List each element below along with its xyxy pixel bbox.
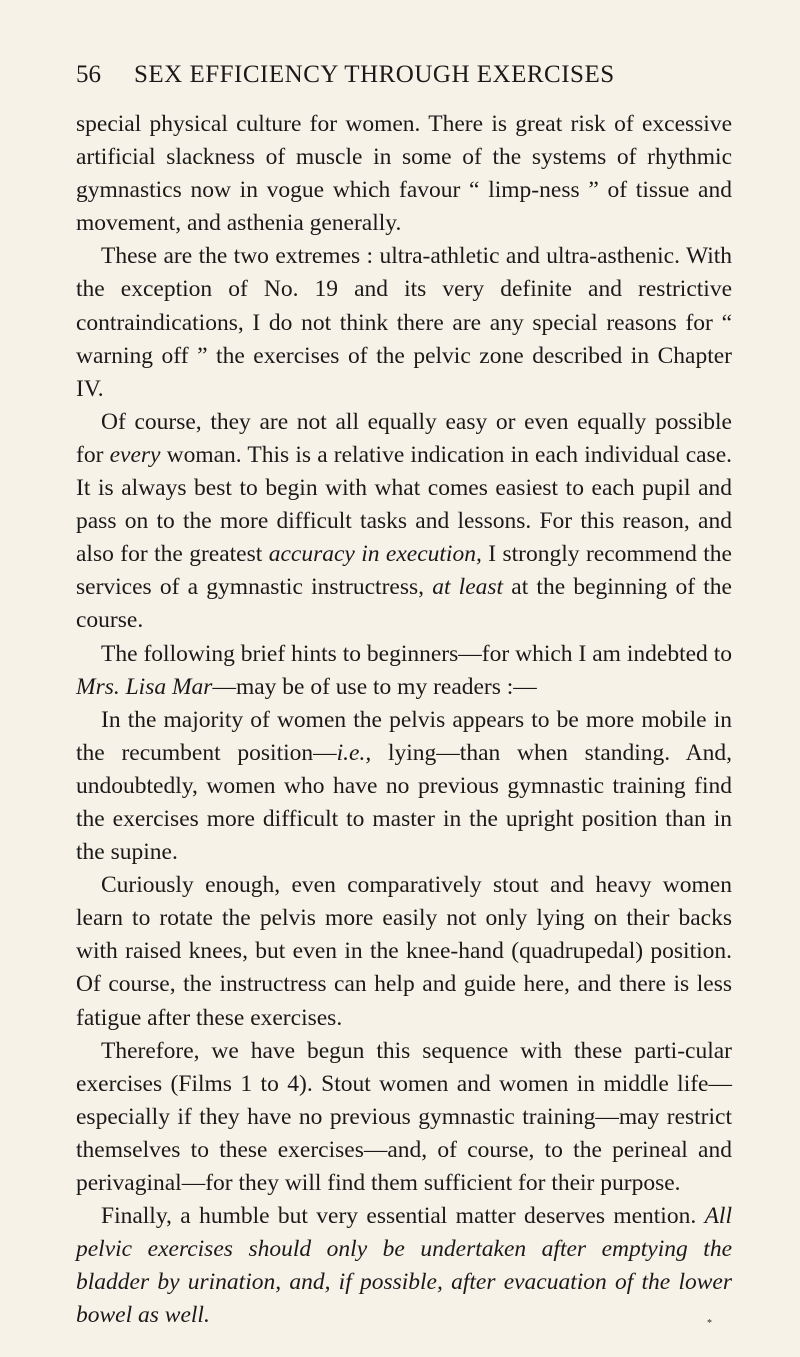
paragraph-mobility-text-a: In the majority of women the pelvis appears to be more mobile in the recumbent position—	[76, 706, 732, 766]
italic-at-least: at least	[432, 574, 504, 601]
paragraph-continuation: special physical culture for women. There is great risk of excessive artificial slackness of muscle in some of the systems of rhythmic gymnastics now in vogue which favour “ limp-ness ” of tissue and movement, and asthenia generally.	[76, 111, 732, 237]
paragraph-course-text-c: woman. This is a relative indication in each individual case. It is always best to begin with what comes easiest to each pupil and pass on to the more difficult tasks and lessons. For this reason, and also for the greatest	[76, 441, 733, 568]
paragraph-course-text-g: at the beginning of the course.	[76, 574, 732, 634]
paragraph-course	[76, 406, 732, 638]
paragraph-final	[76, 1200, 732, 1332]
italic-name: Mrs. Lisa Mar	[76, 673, 213, 700]
paragraph-mobility	[76, 704, 732, 869]
paragraph-sequence: Therefore, we have begun this sequence with these parti-cular exercises (Films 1 to 4). Stout women and women in middle life—especially if they have no previous gymnastic training—may restrict themselves to these exercises—and, of course, to the perineal and perivaginal—for they will find them sufficient for their purpose.	[76, 1037, 732, 1196]
paragraph-mobility-text-c: lying—than when standing. And, undoubtedly, women who have no previous gymnastic training find the exercises more difficult to master in the upright position than in the supine.	[76, 739, 732, 866]
page-footer-mark: *	[707, 1318, 712, 1329]
paragraph-final-text-a: Finally, a humble but very essential matter deserves mention.	[101, 1203, 705, 1230]
paragraph-course-text-e: I strongly recommend the services of a gymnastic instructress,	[76, 541, 732, 601]
page-number: 56	[76, 61, 101, 88]
body-text	[76, 108, 732, 1332]
italic-final-instruction: All pelvic exercises should only be undertaken after emptying the bladder by urination, and, if possible, after evacuation of the lower bowel as well.	[76, 1203, 732, 1329]
italic-every: every	[109, 441, 161, 468]
running-head	[76, 58, 732, 92]
paragraph-extremes: These are the two extremes : ultra-athletic and ultra-asthenic. With the exception of No. 19 and its very definite and restrictive contraindications, I do not think there are any special reasons for “ warning off ” the exercises of the pelvic zone described in Chapter IV.	[76, 243, 732, 402]
paragraph-stout-women: Curiously enough, even comparatively stout and heavy women learn to rotate the pelvis more easily not only lying on their backs with raised knees, but even in the knee-hand (quadrupedal) position. Of course, the instructress can help and guide here, and there is less fatigue after these exercises.	[76, 872, 732, 1031]
paragraph-hints-text-c: —may be of use to my readers :—	[212, 673, 537, 700]
italic-accuracy: accuracy in execution,	[268, 541, 482, 568]
running-head-title: SEX EFFICIENCY THROUGH EXERCISES	[134, 61, 615, 88]
paragraph-hints-text-a: The following brief hints to beginners—for which I am indebted to	[101, 640, 732, 667]
paragraph-course-text-a: Of course, they are not all equally easy or even equally possible for	[76, 408, 732, 468]
paragraph-hints	[76, 638, 732, 704]
italic-ie: i.e.,	[336, 739, 372, 766]
